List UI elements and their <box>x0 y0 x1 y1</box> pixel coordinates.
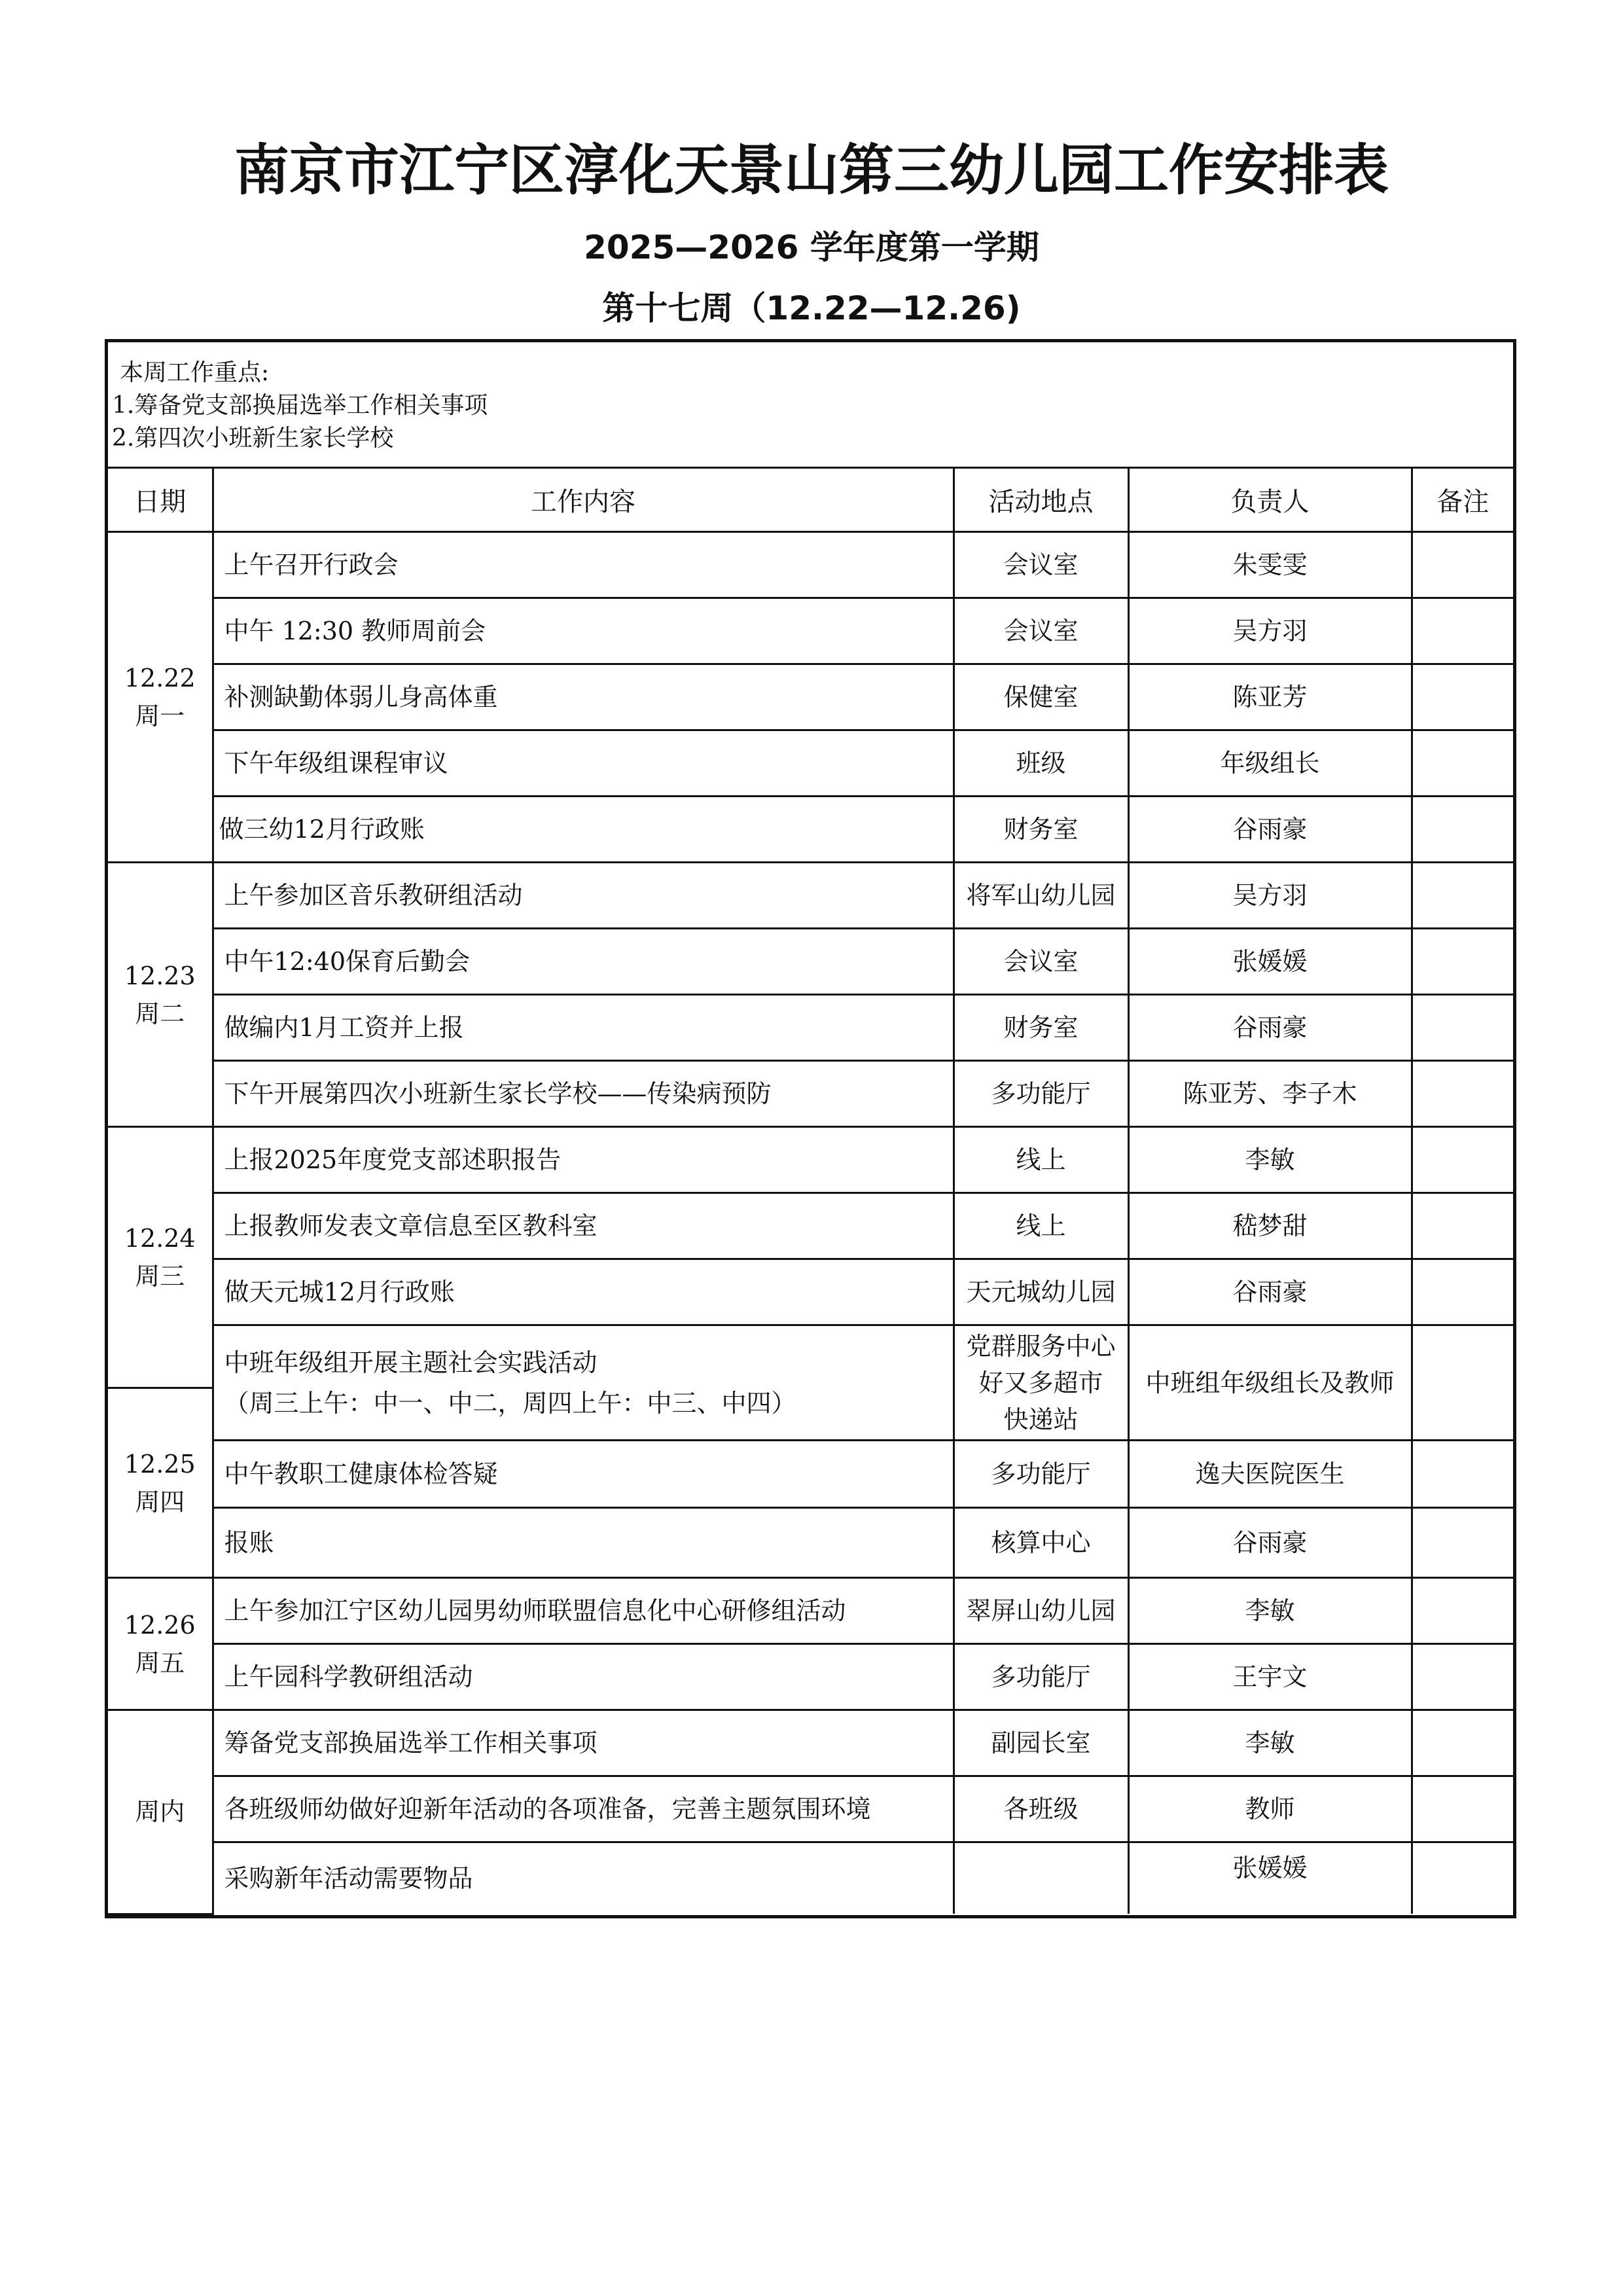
task-person: 谷雨豪 <box>1128 1508 1412 1578</box>
task-location: 会议室 <box>954 598 1128 664</box>
table-row <box>108 730 1513 797</box>
schedule-sheet <box>105 339 1516 1918</box>
task-note <box>1412 1259 1513 1325</box>
table-row <box>108 1710 1513 1776</box>
task-person: 张媛媛 <box>1128 1842 1412 1914</box>
table-row <box>108 1127 1513 1193</box>
task-location: 各班级 <box>954 1776 1128 1842</box>
task-content: 各班级师幼做好迎新年活动的各项准备，完善主题氛围环境 <box>213 1776 954 1842</box>
task-content: 上午召开行政会 <box>213 532 954 598</box>
weekly-focus-heading: 本周工作重点: <box>120 359 270 386</box>
task-person: 李敏 <box>1128 1578 1412 1644</box>
task-note <box>1412 1508 1513 1578</box>
task-note <box>1412 1644 1513 1710</box>
table-row <box>108 929 1513 995</box>
task-note <box>1412 730 1513 797</box>
task-person: 陈亚芳、李子木 <box>1128 1061 1412 1127</box>
task-location: 多功能厅 <box>954 1061 1128 1127</box>
weekday-value: 周一 <box>135 702 185 730</box>
task-person: 吴方羽 <box>1128 863 1412 929</box>
date-value: 12.22 <box>124 664 196 692</box>
column-header-content: 工作内容 <box>213 469 954 532</box>
date-value: 12.23 <box>124 961 196 990</box>
location-line: 快递站 <box>1003 1405 1079 1434</box>
task-note <box>1412 664 1513 730</box>
task-location: 线上 <box>954 1193 1128 1259</box>
task-content: 下午年级组课程审议 <box>213 730 954 797</box>
task-note <box>1412 532 1513 598</box>
table-row <box>108 1259 1513 1325</box>
date-cell-monday <box>108 532 213 863</box>
task-note <box>1412 1127 1513 1193</box>
table-row <box>108 1193 1513 1259</box>
shared-task-line: 中班年级组开展主题社会实践活动 <box>224 1348 597 1377</box>
task-content: 筹备党支部换届选举工作相关事项 <box>213 1710 954 1776</box>
table-row <box>108 1644 1513 1710</box>
task-content: 中午 12:30 教师周前会 <box>213 598 954 664</box>
task-note <box>1412 863 1513 929</box>
task-content: 做三幼12月行政账 <box>213 797 954 863</box>
date-value: 12.25 <box>124 1449 196 1479</box>
task-location: 将军山幼儿园 <box>954 863 1128 929</box>
table-row <box>108 1061 1513 1127</box>
task-note <box>1412 1441 1513 1508</box>
weekday-value: 周五 <box>135 1648 185 1677</box>
shared-task-location <box>954 1325 1128 1441</box>
task-note <box>1412 929 1513 995</box>
table-row <box>108 995 1513 1061</box>
weekly-focus-item: 1.筹备党支部换届选举工作相关事项 <box>112 392 488 419</box>
task-content: 做编内1月工资并上报 <box>213 995 954 1061</box>
task-content: 采购新年活动需要物品 <box>213 1842 954 1914</box>
task-person: 李敏 <box>1128 1127 1412 1193</box>
task-note <box>1412 1842 1513 1914</box>
task-person: 逸夫医院医生 <box>1128 1441 1412 1508</box>
date-cell-wednesday <box>108 1127 213 1388</box>
shared-task-person: 中班组年级组长及教师 <box>1128 1325 1412 1441</box>
task-person: 陈亚芳 <box>1128 664 1412 730</box>
task-content: 上午参加区音乐教研组活动 <box>213 863 954 929</box>
task-person: 吴方羽 <box>1128 598 1412 664</box>
task-location: 财务室 <box>954 797 1128 863</box>
task-note <box>1412 1061 1513 1127</box>
task-content: 报账 <box>213 1508 954 1578</box>
task-person: 谷雨豪 <box>1128 1259 1412 1325</box>
table-row <box>108 1508 1513 1578</box>
task-location <box>954 1842 1128 1914</box>
table-row <box>108 863 1513 929</box>
date-cell-thursday <box>108 1388 213 1578</box>
table-header-row <box>108 469 1513 532</box>
task-person: 王宇文 <box>1128 1644 1412 1710</box>
location-line: 党群服务中心 <box>966 1331 1116 1361</box>
column-header-location: 活动地点 <box>954 469 1128 532</box>
weekly-focus-item: 2.第四次小班新生家长学校 <box>112 425 394 452</box>
column-header-person: 负责人 <box>1128 469 1412 532</box>
task-person: 谷雨豪 <box>1128 995 1412 1061</box>
date-value: 12.24 <box>124 1224 196 1253</box>
task-location: 线上 <box>954 1127 1128 1193</box>
shared-task-content <box>213 1325 954 1441</box>
task-content: 上午园科学教研组活动 <box>213 1644 954 1710</box>
schedule-table <box>108 469 1513 1915</box>
table-row <box>108 664 1513 730</box>
task-content: 上报2025年度党支部述职报告 <box>213 1127 954 1193</box>
task-note <box>1412 1578 1513 1644</box>
weekday-value: 周二 <box>135 999 185 1028</box>
task-note <box>1412 1193 1513 1259</box>
table-row-shared <box>108 1325 1513 1388</box>
page-title: 南京市江宁区淳化天景山第三幼儿园工作安排表 <box>234 138 1389 202</box>
semester-subtitle: 2025—2026 学年度第一学期 <box>584 228 1039 266</box>
task-content: 做天元城12月行政账 <box>213 1259 954 1325</box>
location-line: 好又多超市 <box>978 1368 1103 1397</box>
task-person: 朱雯雯 <box>1128 532 1412 598</box>
task-location: 会议室 <box>954 532 1128 598</box>
table-row <box>108 598 1513 664</box>
date-value: 12.26 <box>124 1610 196 1640</box>
date-cell-tuesday <box>108 863 213 1127</box>
task-location: 翠屏山幼儿园 <box>954 1578 1128 1644</box>
task-note <box>1412 598 1513 664</box>
weekly-focus <box>108 342 1513 469</box>
table-row <box>108 1441 1513 1508</box>
task-note <box>1412 995 1513 1061</box>
task-location: 保健室 <box>954 664 1128 730</box>
task-note <box>1412 1710 1513 1776</box>
column-header-note: 备注 <box>1412 469 1513 532</box>
task-content: 下午开展第四次小班新生家长学校——传染病预防 <box>213 1061 954 1127</box>
task-content: 补测缺勤体弱儿身高体重 <box>213 664 954 730</box>
week-subtitle: 第十七周（12.22—12.26) <box>602 289 1021 327</box>
date-cell-week <box>108 1710 213 1914</box>
task-content: 中午教职工健康体检答疑 <box>213 1441 954 1508</box>
task-location: 多功能厅 <box>954 1441 1128 1508</box>
task-content: 上午参加江宁区幼儿园男幼师联盟信息化中心研修组活动 <box>213 1578 954 1644</box>
task-location: 天元城幼儿园 <box>954 1259 1128 1325</box>
task-person: 教师 <box>1128 1776 1412 1842</box>
task-content: 上报教师发表文章信息至区教科室 <box>213 1193 954 1259</box>
task-person: 张媛媛 <box>1128 929 1412 995</box>
task-person: 年级组长 <box>1128 730 1412 797</box>
task-content: 中午12:40保育后勤会 <box>213 929 954 995</box>
task-location: 核算中心 <box>954 1508 1128 1578</box>
date-value: 周内 <box>135 1797 185 1827</box>
task-note <box>1412 1325 1513 1441</box>
task-location: 会议室 <box>954 929 1128 995</box>
weekday-value: 周三 <box>135 1262 185 1291</box>
task-location: 副园长室 <box>954 1710 1128 1776</box>
task-person: 李敏 <box>1128 1710 1412 1776</box>
table-row <box>108 1578 1513 1644</box>
column-header-date: 日期 <box>108 469 213 532</box>
task-location: 多功能厅 <box>954 1644 1128 1710</box>
task-person: 谷雨豪 <box>1128 797 1412 863</box>
table-row <box>108 1776 1513 1842</box>
table-row <box>108 1842 1513 1914</box>
shared-task-line: （周三上午：中一、中二，周四上午：中三、中四） <box>224 1388 796 1418</box>
task-note <box>1412 797 1513 863</box>
task-location: 财务室 <box>954 995 1128 1061</box>
task-person: 嵇梦甜 <box>1128 1193 1412 1259</box>
table-row <box>108 532 1513 598</box>
task-location: 班级 <box>954 730 1128 797</box>
date-cell-friday <box>108 1578 213 1710</box>
weekday-value: 周四 <box>135 1487 185 1516</box>
task-note <box>1412 1776 1513 1842</box>
table-row <box>108 797 1513 863</box>
